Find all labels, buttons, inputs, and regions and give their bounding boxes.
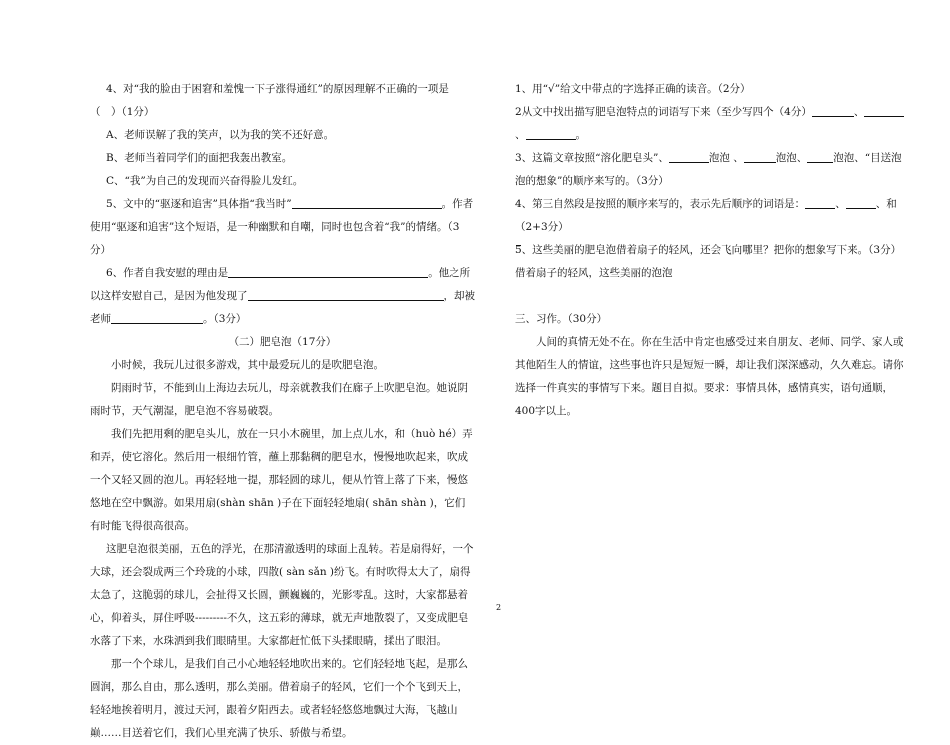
right-column — [515, 78, 905, 423]
q4-text-a: 4、第三自然段是按照的顺序来写的，表示先后顺序的词语是： — [515, 198, 806, 210]
question-6 — [90, 262, 475, 331]
answer-blank[interactable] — [292, 195, 442, 209]
answer-blank[interactable] — [805, 195, 835, 209]
answer-blank[interactable] — [812, 103, 854, 117]
page-number: 2 — [496, 603, 502, 612]
writing-prompt: 人间的真情无处不在。你在生活中肯定也感受过来自朋友、老师、同学、家人或其他陌生人的情谊，这些事也许只是短短一瞬，却让我们深深感动，久久难忘。请你选择一件真实的事情写下来。题目自拟。要求：事情具体，感情真实，语句通顺，400字以上。 — [515, 336, 904, 417]
left-column — [90, 78, 475, 745]
question-1: 1、用“√”给文中带点的字选择正确的读音。（2分） — [515, 83, 751, 95]
passage-paragraph-3: 我们先把用剩的肥皂头儿，放在一只小木碗里，加上点儿水，和（huò hé）弄和弄，使它溶化。然后用一根细竹管，蘸上那黏稠的肥皂水，慢慢地吹起来，吹成一个又轻又圆的泡儿。再轻轻地一提，那轻圆的球儿，便从竹管上落了下来，慢悠悠地在空中飘游。如果用扇(shàn shān )子在下面轻轻地扇( shān shàn )，它们有时能飞得很高很高。 — [90, 428, 473, 532]
question-4: 4、对“我的脸由于困窘和羞愧一下子涨得通红”的原因理解不正确的一项是（ ）（1分） — [90, 83, 449, 118]
answer-blank[interactable] — [864, 103, 904, 117]
q3-text-c: 泡泡、 — [775, 152, 808, 164]
question-2: 2从文中找出描写肥皂泡特点的词语写下来（至少写四个（4分） 、、 。 — [515, 101, 905, 147]
passage-paragraph-1: 小时候，我玩儿过很多游戏，其中最爱玩儿的是吹肥皂泡。 — [111, 359, 384, 371]
answer-line[interactable] — [515, 285, 905, 308]
q3-text-d: 泡泡、“目送泡泡的想象”的顺序来写的。（3分） — [515, 152, 902, 187]
answer-blank[interactable] — [228, 264, 428, 278]
q4-option-a: A、老师误解了我的笑声，以为我的笑不还好意。 — [106, 129, 335, 141]
passage-paragraph-5: 那一个个球儿，是我们自己小心地轻轻地吹出来的。它们轻轻地飞起，是那么圆润，那么自由，那么透明，那么美丽。借着扇子的轻风，它们一个个飞到天上，轻轻地挨着明月，渡过天河，跟着夕阳西去。或者轻轻悠悠地飘过大海，飞越山巅……目送着它们，我们心里充满了快乐、骄傲与希望。 — [90, 658, 468, 739]
q5-text-b: 。作者使用“驱逐和追害”这个短语，是一种幽默和自嘲，同时也包含着“我”的情绪。（3分） — [90, 198, 474, 256]
question-5: 5、这些美丽的肥皂泡借着扇子的轻风，还会飞向哪里？把你的想象写下来。（3分）借着扇子的轻风，这些美丽的泡泡 — [515, 244, 902, 279]
answer-blank[interactable] — [111, 310, 203, 324]
answer-blank[interactable] — [248, 287, 444, 301]
q3-text-b: 泡泡 、 — [708, 152, 744, 164]
q6-text-c: ，却被老师 — [90, 290, 475, 325]
section-title-writing: 三、习作。（30分） — [515, 313, 608, 325]
passage-paragraph-4: 这肥皂泡很美丽，五色的浮光，在那清澈透明的球面上乱转。若是扇得好，一个大球，还会裂成两三个玲珑的小球，四散( sàn sǎn )纷飞。有时吹得太大了，扇得太急了，这脆弱的球儿，会扯得又长圆，颤巍巍的，光影零乱。这时，大家都悬着心，仰着头，屏住呼吸---------不久，这五彩的薄球，就无声地散裂了，又变成肥皂水落了下来，水珠洒到我们眼睛里。大家都赶忙低下头揉眼睛，揉出了眼泪。 — [90, 543, 474, 647]
passage-paragraph-2: 阴雨时节，不能到山上海边去玩儿，母亲就教我们在廊子上吹肥皂泡。她说阴雨时节，天气潮湿，肥皂泡不容易破裂。 — [90, 382, 468, 417]
q2-text: 2从文中找出描写肥皂泡特点的词语写下来（至少写四个（4分） — [515, 106, 812, 118]
question-3 — [515, 147, 905, 193]
q6-text-d: 。（3分） — [203, 313, 247, 325]
q6-text-a: 6、作者自我安慰的理由是 — [106, 267, 229, 279]
question-5 — [90, 193, 475, 262]
answer-blank[interactable] — [744, 149, 776, 163]
q6-text-b: 。他之所以这样安慰自己，是因为他发现了 — [90, 267, 471, 302]
answer-blank[interactable] — [846, 195, 876, 209]
q5-text-a: 5、文中的“驱逐和追害”具体指“我当时” — [106, 198, 292, 210]
question-4: 4、第三自然段是按照的顺序来写的，表示先后顺序的词语是： 、 、和（2+3分） — [515, 193, 905, 239]
answer-blank[interactable] — [669, 149, 709, 163]
answer-line-mark — [516, 245, 521, 246]
q4-option-b: B、老师当着同学们的面把我轰出教室。 — [106, 152, 293, 164]
section-title-soap-bubbles: （二）肥皂泡（17分） — [228, 336, 337, 348]
answer-blank[interactable] — [807, 149, 833, 163]
q4-text-b: 和（2+3分） — [515, 198, 897, 233]
q4-option-c: C、“我”为自己的发现而兴奋得脸儿发红。 — [106, 175, 304, 187]
answer-blank[interactable] — [526, 126, 576, 140]
q3-text-a: 3、这篇文章按照“溶化肥皂头”、 — [515, 152, 669, 164]
